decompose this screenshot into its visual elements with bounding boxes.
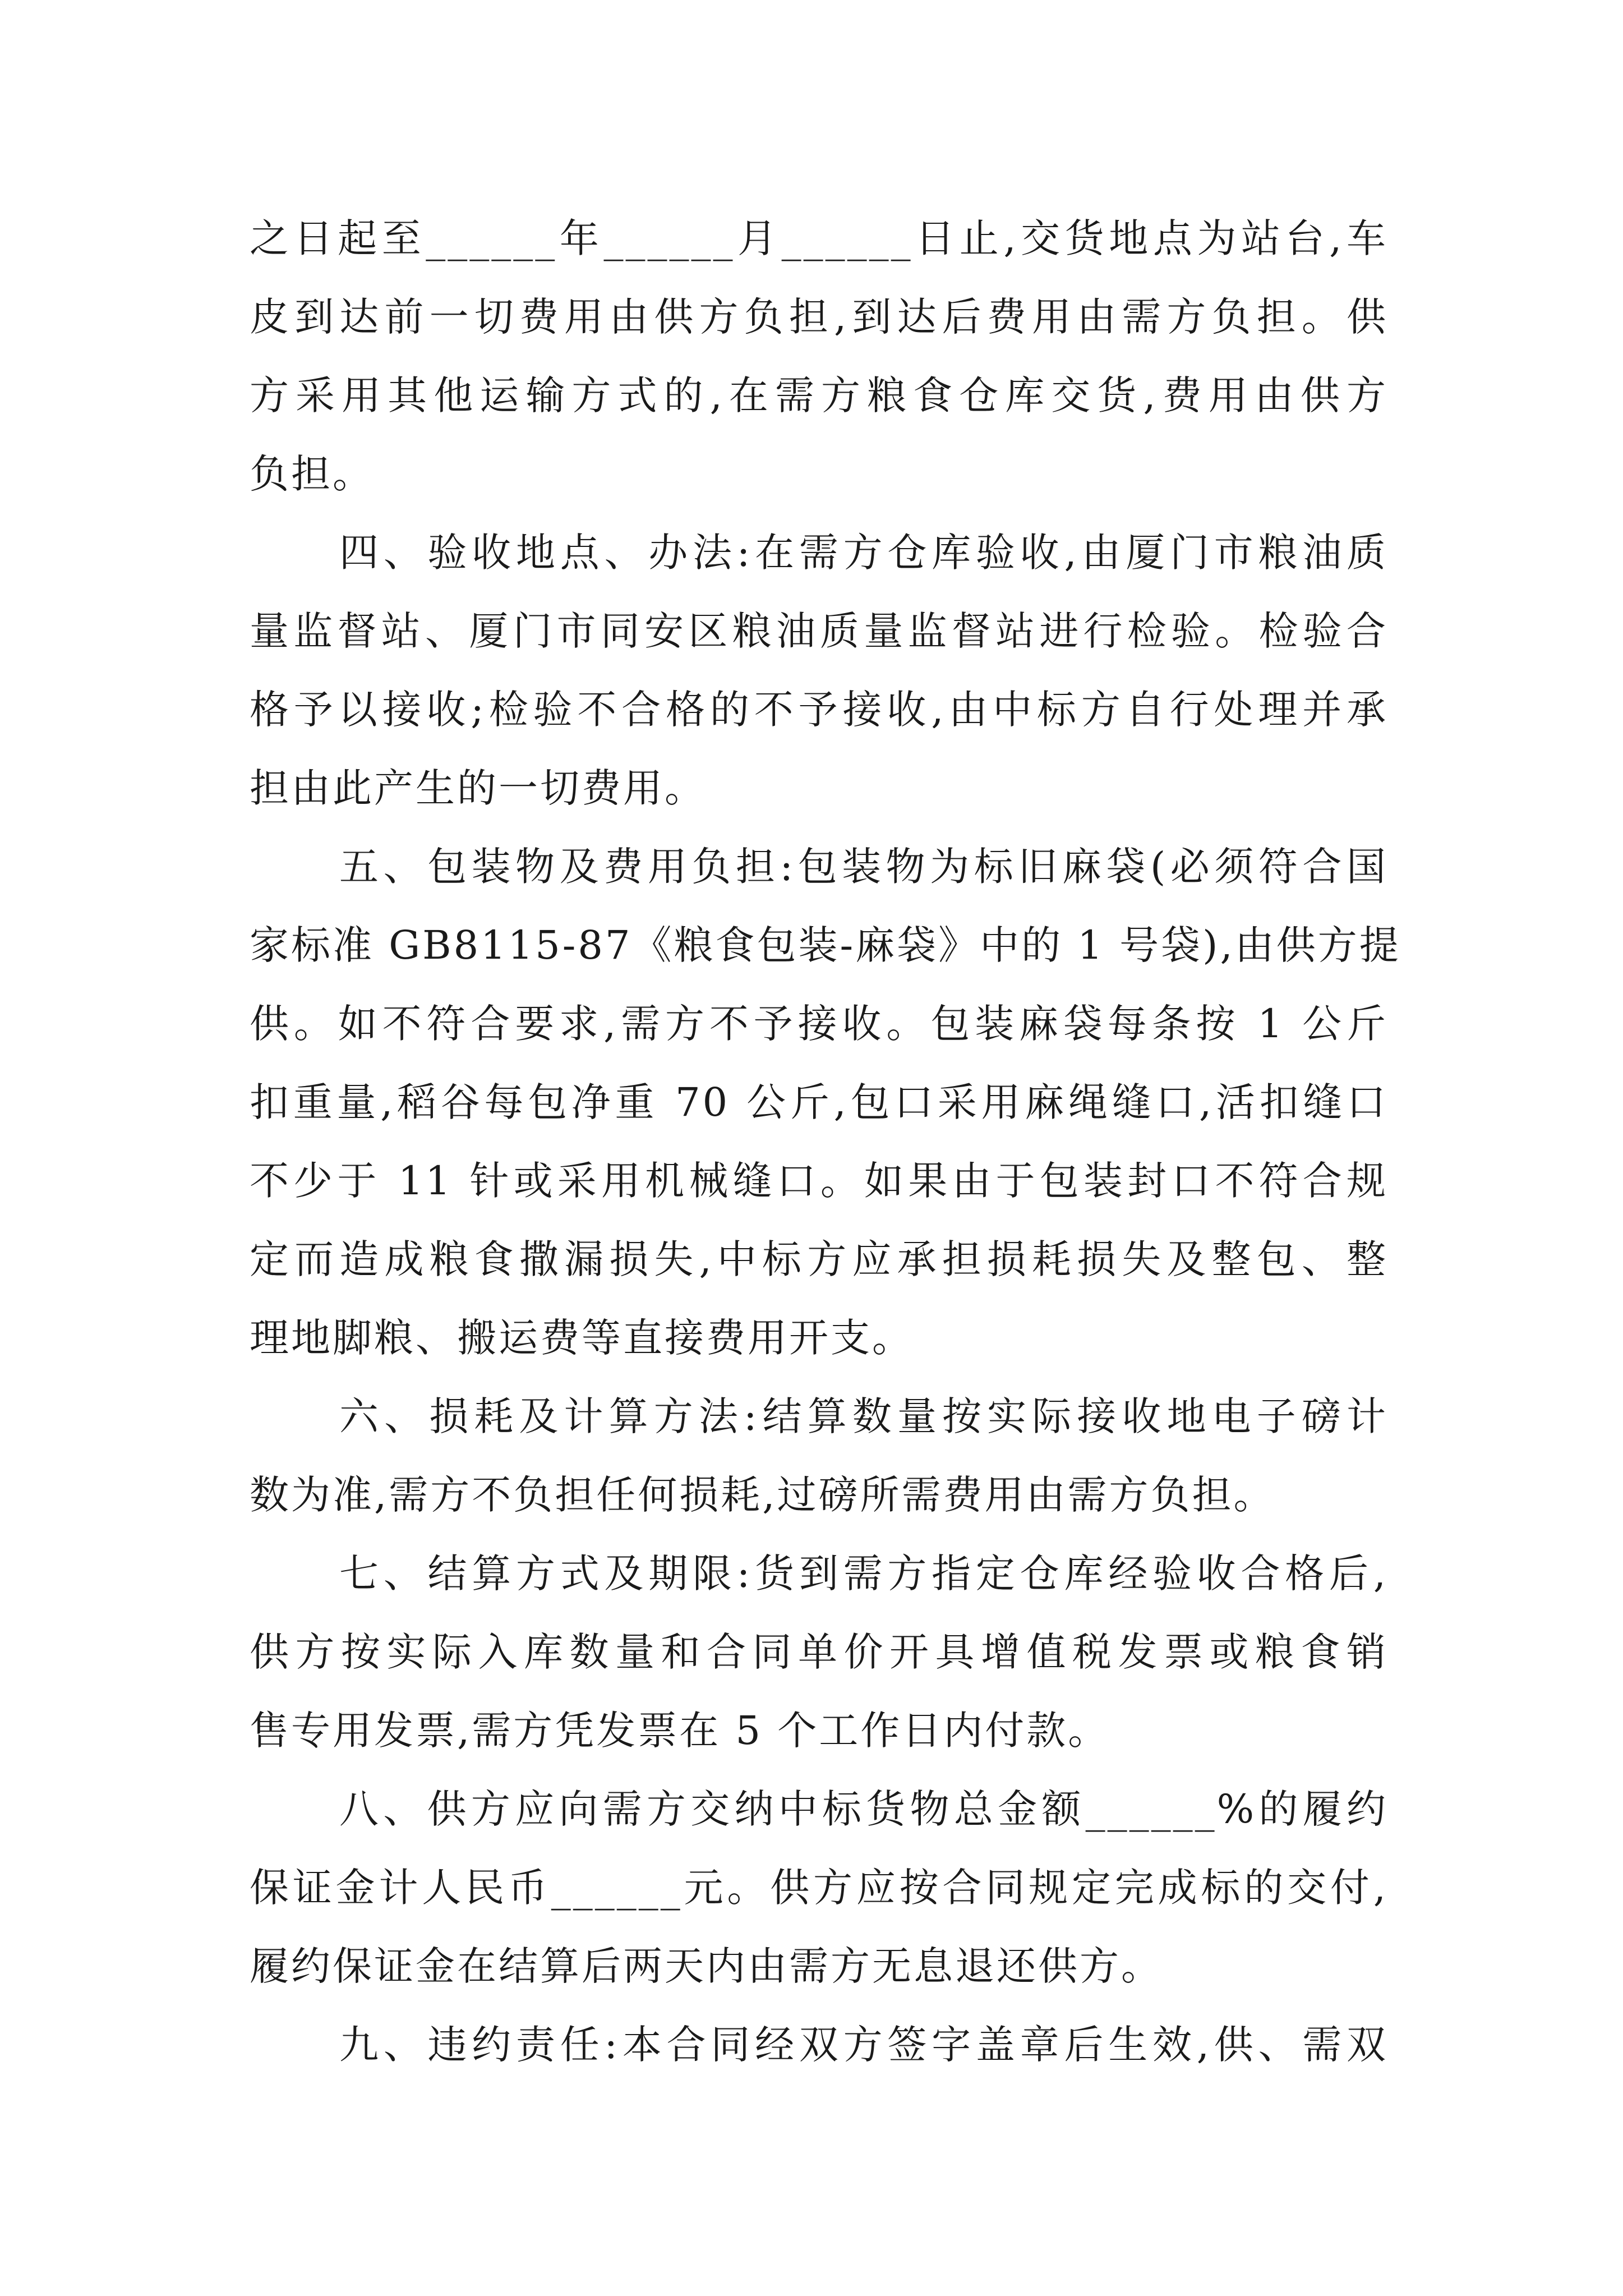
paragraph-section-4-inspection [250,513,1388,827]
text-line: 保证金计人民币______元。供方应按合同规定完成标的交付, [250,1865,1388,1911]
text-line: 九、违约责任:本合同经双方签字盖章后生效,供、需双 [339,2022,1388,2068]
text-line: 负担。 [250,451,374,497]
text-line: 家标准 GB8115-87《粮食包装-麻袋》中的 1 号袋),由供方提 [250,922,1401,968]
paragraph-section-6-loss [250,1377,1388,1534]
text-line: 七、结算方式及期限:货到需方指定仓库经验收合格后, [339,1550,1388,1596]
text-line: 供方按实际入库数量和合同单价开具增值税发票或粮食销 [250,1629,1388,1675]
paragraph-section-8-deposit [250,1770,1388,2005]
text-line: 皮到达前一切费用由供方负担,到达后费用由需方负担。供 [250,294,1388,340]
text-line: 八、供方应向需方交纳中标货物总金额______%的履约 [339,1786,1388,1832]
text-line: 理地脚粮、搬运费等直接费用开支。 [250,1315,914,1361]
text-line: 数为准,需方不负担任何损耗,过磅所需费用由需方负担。 [250,1472,1275,1518]
text-line: 扣重量,稻谷每包净重 70 公斤,包口采用麻绳缝口,活扣缝口 [250,1079,1388,1125]
text-line: 售专用发票,需方凭发票在 5 个工作日内付款。 [250,1708,1110,1754]
paragraph-delivery-continuation [250,199,1388,513]
text-line: 之日起至______年______月______日止,交货地点为站台,车 [250,215,1388,261]
text-line: 供。如不符合要求,需方不予接收。包装麻袋每条按 1 公斤 [250,1001,1388,1047]
text-line: 担由此产生的一切费用。 [250,765,706,811]
text-line: 定而造成粮食撒漏损失,中标方应承担损耗损失及整包、整 [250,1236,1388,1282]
text-line: 不少于 11 针或采用机械缝口。如果由于包装封口不符合规 [250,1158,1388,1204]
text-line: 履约保证金在结算后两天内由需方无息退还供方。 [250,1943,1163,1989]
text-line: 五、包装物及费用负担:包装物为标旧麻袋(必须符合国 [339,844,1388,890]
text-line: 格予以接收;检验不合格的不予接收,由中标方自行处理并承 [250,687,1388,733]
document-body [250,199,1401,2084]
paragraph-section-7-settlement [250,1534,1388,1770]
text-line: 六、损耗及计算方法:结算数量按实际接收地电子磅计 [339,1393,1388,1439]
text-line: 方采用其他运输方式的,在需方粮食仓库交货,费用由供方 [250,372,1388,418]
paragraph-section-5-packaging [250,827,1401,1377]
text-line: 四、验收地点、办法:在需方仓库验收,由厦门市粮油质 [339,530,1388,576]
text-line: 量监督站、厦门市同安区粮油质量监督站进行检验。检验合 [250,608,1388,654]
paragraph-section-9-liability [250,2005,1388,2084]
